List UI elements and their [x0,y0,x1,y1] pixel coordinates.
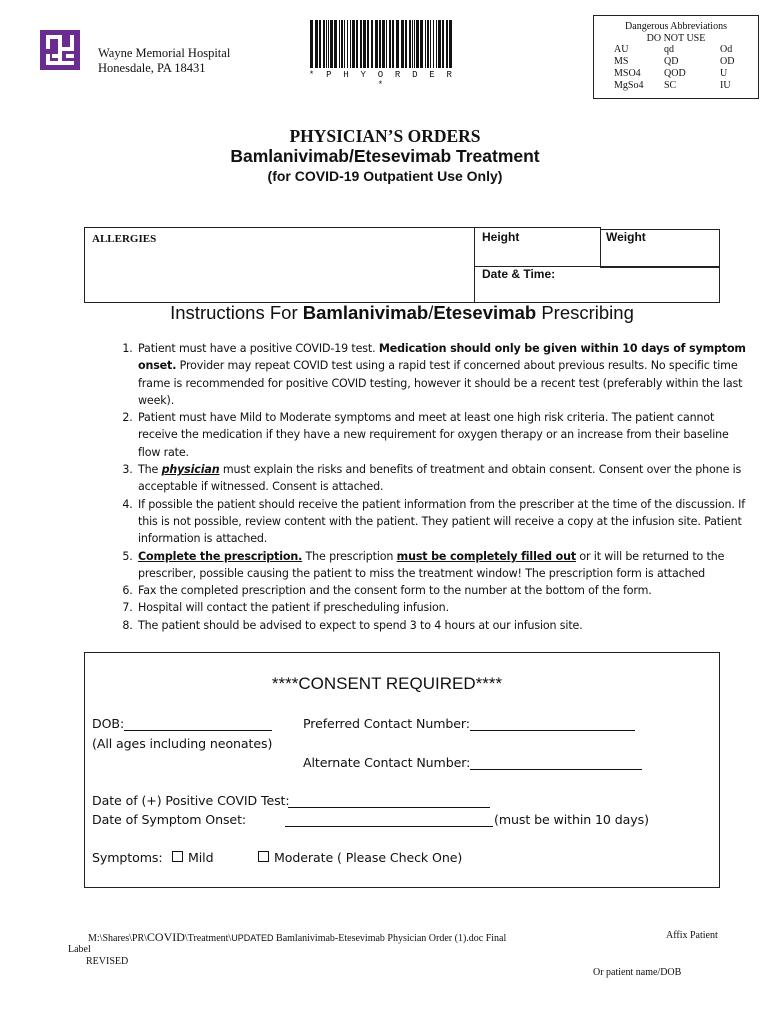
instructions-title-slash: / [428,302,434,323]
abbr-cell: IU [720,80,731,91]
instruction-item [136,461,751,496]
footer-revised: REVISED [86,956,129,967]
allergies-label: ALLERGIES [92,233,157,245]
datetime-label: Date & Time: [482,267,556,281]
positive-test-row [92,793,290,808]
abbr-cell: Od [720,44,733,55]
file-path-part: Bamlanivimab-Etesevimab Physician Order (1).doc Final [273,933,507,944]
abbreviations-table [614,44,758,92]
abbr-cell: qd [664,44,674,55]
instruction-text: Patient must have a positive COVID-19 test. [138,342,379,355]
use-subtitle: (for COVID-19 Outpatient Use Only) [267,168,503,184]
instruction-emphasis: must be completely filled out [396,549,576,563]
dob-label: DOB: [92,716,125,731]
abbr-cell: OD [720,56,735,67]
instruction-text: or it will be returned to the prescriber, possible causing the patient to miss the treatment window! The prescription form is attached [138,549,725,580]
positive-test-label: Date of (+) Positive COVID Test: [92,793,290,808]
instruction-emphasis: Complete the prescription. [138,549,303,563]
instruction-text: The [138,463,162,477]
abbr-cell: MgSo4 [614,80,644,91]
file-path-part: \Treatment\ [184,933,232,944]
preferred-contact-row [303,716,635,731]
abbr-cell: QD [664,56,679,67]
dob-note: (All ages including neonates) [92,736,273,751]
instruction-item: 7. Hospital will contact the patient if prescheduling infusion. [136,599,751,616]
hospital-logo [40,30,80,70]
preferred-contact-field[interactable] [470,716,635,731]
instruction-text: Provider may repeat COVID test using a rapid test if concerned about previous results. No specific time frame is recommended for positive COVID testing, however it should be a recent test (preferably within the last week). [138,359,743,407]
instruction-text: must explain the risks and benefits of treatment and obtain consent. Consent over the phone is acceptable if witnessed. Consent is attached. [138,463,742,494]
symptoms-label: Symptoms: [92,850,163,865]
barcode-text: * P H Y O R D E R * [308,70,456,90]
abbr-cell: MSO4 [614,68,641,79]
instructions-title [0,302,770,324]
abbr-cell: QOD [664,68,686,79]
file-path [88,930,506,945]
treatment-title: Bamlanivimab/Etesevimab Treatment [230,146,540,166]
instruction-emphasis: physician [161,463,220,477]
moderate-option[interactable] [258,850,462,865]
file-path-part: M:\Shares\PR\ [88,933,147,944]
patient-name-dob: Or patient name/DOB [593,967,682,978]
instructions-title-suffix: Prescribing [536,302,634,323]
moderate-checkbox[interactable] [258,851,269,862]
abbr-cell: MS [614,56,629,67]
consent-title: ****CONSENT REQUIRED**** [271,674,503,693]
abbr-cell: U [720,68,728,79]
mild-label: Mild [188,850,214,865]
instructions-title-drug2: Etesevimab [433,302,537,323]
file-path-part: UPDATED [231,933,274,943]
abbr-cell: AU [614,44,629,55]
instructions-list [102,340,751,634]
instruction-item: 4. If possible the patient should receive the patient information from the prescriber at the time of the discussion. If this is not possible, review content with the patient. They patient will receive a copy at the infusion site. Patient information is attached. [136,496,751,548]
dob-row [92,716,272,731]
hospital-block [98,46,230,76]
instruction-item [136,548,751,583]
file-path-part: COVID [146,930,185,944]
dob-field[interactable] [124,716,272,731]
footer-label: Label [68,944,91,955]
onset-note: (must be within 10 days) [494,812,649,827]
instruction-emphasis: Medication should only be given within 10 days of symptom onset. [138,342,746,373]
instructions-title-prefix: Instructions For [170,302,303,323]
abbreviations-subtitle: DO NOT USE [646,33,706,44]
abbreviations-title: Dangerous Abbreviations [625,21,727,32]
alternate-contact-field[interactable] [470,755,642,770]
symptom-onset-field[interactable] [285,812,493,827]
hospital-address: Honesdale, PA 18431 [98,61,206,75]
instruction-item [136,340,751,409]
hospital-name: Wayne Memorial Hospital [98,46,231,60]
alternate-contact-row [303,755,642,770]
alternate-contact-label: Alternate Contact Number: [303,755,471,770]
mild-option[interactable] [172,850,213,865]
positive-test-field[interactable] [288,793,490,808]
dangerous-abbreviations-box [593,15,759,99]
symptom-onset-label: Date of Symptom Onset: [92,812,247,827]
height-label: Height [482,230,520,244]
instruction-item: 2. Patient must have Mild to Moderate symptoms and meet at least one high risk criteria. The patient cannot receive the medication if they have a new requirement for oxygen therapy or an increase from their baseline flow rate. [136,409,751,461]
mild-checkbox[interactable] [172,851,183,862]
moderate-label: Moderate ( Please Check One) [274,850,463,865]
abbr-cell: SC [664,80,677,91]
instruction-text: The prescription [302,549,397,563]
barcode [308,20,456,68]
preferred-contact-label: Preferred Contact Number: [303,716,470,731]
weight-label: Weight [606,230,646,244]
document-title: PHYSICIAN’S ORDERS [289,126,481,146]
affix-patient: Affix Patient [666,930,718,941]
instruction-item: 8. The patient should be advised to expect to spend 3 to 4 hours at our infusion site. [136,617,751,634]
instruction-item: 6. Fax the completed prescription and the consent form to the number at the bottom of the form. [136,582,751,599]
instructions-title-drug1: Bamlanivimab [302,302,429,323]
